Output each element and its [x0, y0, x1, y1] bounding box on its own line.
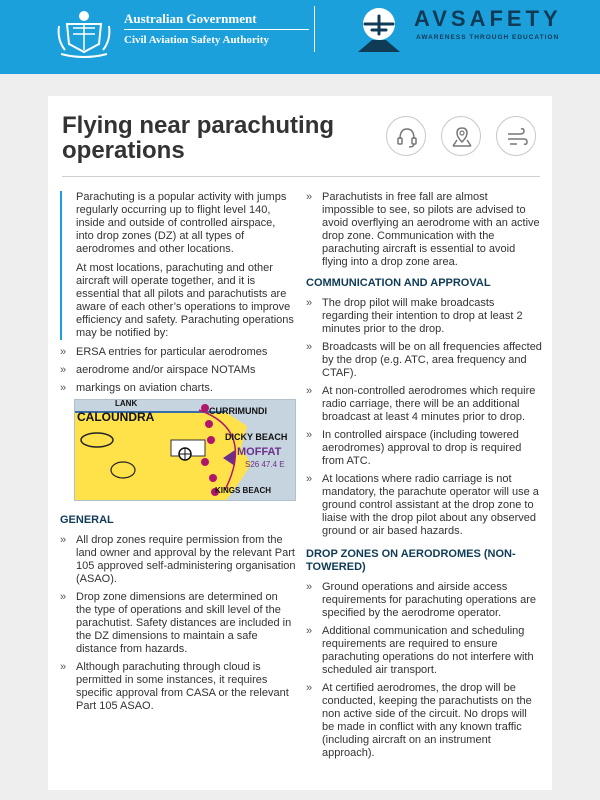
- map-label-caloundra: CALOUNDRA: [77, 410, 155, 424]
- agency-name: Civil Aviation Safety Authority: [124, 34, 269, 46]
- wind-icon: [505, 125, 529, 149]
- page-title: Flying near parachuting operations: [62, 112, 335, 164]
- list-item: » All drop zones require permission from the land owner and approval by the relevant Part 105 approved self-administering organisation (ASAO).: [60, 534, 296, 586]
- list-item: » At non-controlled aerodromes which require radio carriage, there will be an additional broadcast at least 4 minutes prior to drop.: [306, 385, 542, 424]
- list-item: » Ground operations and airside access requirements for parachuting operations are specified by the aerodrome operator.: [306, 581, 542, 620]
- list-item: » At locations where radio carriage is not mandatory, the parachute operator will use a ground control assistant at the drop zone to liaise with the drop pilot about any observed ground or air based hazards.: [306, 473, 542, 538]
- list-item: » Drop zone dimensions are determined on the type of operations and skill level of the parachutist. Safety distances are included in the DZ dimensions to maintain a safe distance from hazards.: [60, 591, 296, 656]
- intro-paragraph-1: Parachuting is a popular activity with jumps regularly occurring up to flight level 140, inside and outside of controlled airspace, into drop zones (DZ) at all types of aerodromes and other locations.: [76, 191, 287, 255]
- list-item: » ERSA entries for particular aerodromes: [60, 346, 296, 359]
- avsafety-tagline: AWARENESS THROUGH EDUCATION: [416, 34, 560, 41]
- wind-icon-badge: [496, 116, 536, 156]
- map-label-coordinates: S26 47.4 E: [245, 460, 285, 469]
- list-item: » At certified aerodromes, the drop will be conducted, keeping the parachutists on the non active side of the circuit. No drops will be made in conflict with any known traffic (including aircraft on an instrument approach).: [306, 682, 542, 760]
- general-section: [60, 514, 296, 718]
- intro-block: [60, 191, 296, 340]
- map-label-dicky-beach: DICKY BEACH: [225, 432, 288, 442]
- radio-icon-badge: [386, 116, 426, 156]
- government-name: Australian Government: [124, 11, 257, 26]
- header-separator: [314, 6, 315, 52]
- list-item: » markings on aviation charts.: [60, 382, 296, 395]
- avsafety-title: AVSAFETY: [414, 6, 562, 31]
- section-heading-drop-zones: DROP ZONES ON AERODROMES (NON-TOWERED): [306, 548, 516, 573]
- list-item: » Additional communication and scheduling requirements are required to ensure parachuting operations do not interfere with scheduled air transport.: [306, 625, 542, 677]
- section-heading-communication: COMMUNICATION AND APPROVAL: [306, 277, 491, 289]
- right-column: [306, 191, 542, 765]
- list-item: » aerodrome and/or airspace NOTAMs: [60, 364, 296, 377]
- list-item: » Parachutists in free fall are almost impossible to see, so pilots are advised to avoid overflying an aerodrome with an active drop zone. Communication with the parachuting aircraft is essential to avoid flying into a drop zone area.: [306, 191, 542, 269]
- notify-list: [60, 346, 296, 395]
- avsafety-logo-icon: [352, 4, 406, 54]
- map-label-kings-beach: KINGS BEACH: [215, 486, 272, 495]
- coat-of-arms-icon: [55, 6, 113, 58]
- drop-zone-map: [74, 399, 296, 501]
- left-column: [60, 191, 296, 400]
- list-item: » The drop pilot will make broadcasts regarding their intention to drop at least 2 minutes prior to the drop.: [306, 297, 542, 336]
- list-item: » In controlled airspace (including towered aerodromes) approval to drop is required from ATC.: [306, 429, 542, 468]
- radio-headset-icon: [395, 125, 419, 149]
- section-heading-general: GENERAL: [60, 514, 114, 526]
- list-item: » Although parachuting through cloud is permitted in some instances, it requires specific approval from CASA or the relevant Part 105 ASAO.: [60, 661, 296, 713]
- map-label-moffat: MOFFAT: [237, 446, 282, 458]
- title-divider: [62, 176, 540, 177]
- map-label-lank: LANK: [115, 399, 138, 408]
- intro-paragraph-2: At most locations, parachuting and other aircraft will operate together, and it is essential that all pilots and parachutists are aware of each other’s operations to improve efficiency and safety. Parachuting operations may be notified by:: [76, 262, 294, 339]
- header-divider-line: [124, 29, 309, 30]
- location-map-icon: [450, 125, 474, 149]
- map-label-currimundi: CURRIMUNDI: [209, 406, 267, 416]
- header-bar: [0, 0, 600, 74]
- location-icon-badge: [441, 116, 481, 156]
- list-item: » Broadcasts will be on all frequencies affected by the drop (e.g. ATC, area frequency and CTAF).: [306, 341, 542, 380]
